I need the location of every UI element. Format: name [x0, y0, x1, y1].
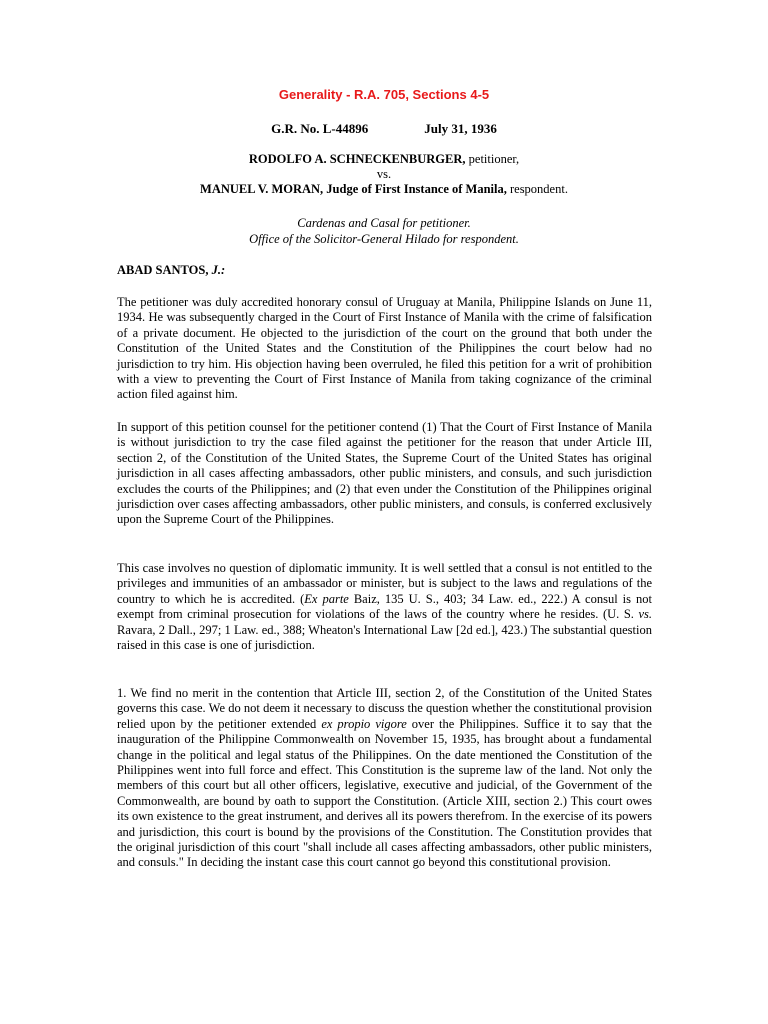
italic-text: Ex parte: [304, 591, 349, 606]
decision-date: July 31, 1936: [424, 121, 497, 136]
petitioner-name: RODOLFO A. SCHNECKENBURGER,: [248, 152, 466, 166]
petitioner-counsel: Cardenas and Casal for petitioner.: [297, 216, 471, 230]
paragraph-text: Ravara, 2 Dall., 297; 1 Law. ed., 388; Wheaton's International Law [2d ed.], 423.) The substantial question raised in this case is one of jurisdiction.: [117, 622, 652, 653]
italic-text: vs.: [638, 607, 652, 622]
respondent-name: MANUEL V. MORAN, Judge of First Instance of Manila,: [200, 182, 507, 196]
paragraph-contentions: In support of this petition counsel for the petitioner contend (1) That the Court of First Instance of Manila is without jurisdiction to try the case filed against the petitioner for the reason that under Article III, section 2, of the Constitution of the United States, the Supreme Court of the United States has original jurisdiction in all cases affecting ambassadors, other public ministers, and consuls, and such jurisdiction excludes the courts of the Philippines; and (2) that even under the Constitution of the Philippines original jurisdiction over cases affecting ambassadors, other public ministers, and consuls, is conferred exclusively upon the Supreme Court of the Philippines.: [117, 420, 652, 527]
petitioner-role: petitioner,: [465, 152, 520, 166]
respondent-role: respondent.: [506, 182, 568, 196]
case-parties: [0, 152, 768, 197]
ponente-suffix: J.:: [211, 263, 226, 277]
ponente-name: ABAD SANTOS,: [117, 263, 212, 277]
document-title: Generality - R.A. 705, Sections 4-5: [278, 87, 490, 102]
paragraph-text: 1. We find no merit in the contention that Article III, section 2, of the Constitution of the United States governs this case. We do not deem it necessary to discuss the question whether the constitutional provision relied upon by the petitioner extended: [117, 686, 652, 731]
petitioner-line: [0, 152, 768, 167]
respondent-counsel: Office of the Solicitor-General Hilado for respondent.: [249, 232, 519, 246]
counsel-block: [0, 215, 768, 247]
ponente: [117, 263, 225, 278]
paragraph-ruling-one: [117, 686, 652, 871]
paragraph-text: Baiz, 135 U. S., 403; 34 Law. ed., 222.) A consul is not exempt from criminal prosecution for violations of the laws of the country where he resides. (U. S.: [117, 591, 652, 622]
paragraph-facts: The petitioner was duly accredited honorary consul of Uruguay at Manila, Philippine Islands on June 11, 1934. He was subsequently charged in the Court of First Instance of Manila with the crime of falsification of a private document. He objected to the jurisdiction of the court on the ground that both under the Constitution of the United States and the Constitution of the Philippines the court below had no jurisdiction to try him. His objection having been overruled, he filed this petition for a writ of prohibition with a view to preventing the Court of First Instance of Manila from taking cognizance of the criminal action filed against him.: [117, 295, 652, 402]
paragraph-text: This case involves no question of diplomatic immunity. It is well settled that a consul is not entitled to the privileges and immunities of an ambassador or minister, but is subject to the laws and regulations of the country to which he is accredited. (: [117, 561, 652, 606]
respondent-line: [0, 182, 768, 197]
paragraph-diplomatic-immunity: [117, 561, 652, 653]
versus-label: vs.: [376, 167, 392, 181]
paragraph-text: over the Philippines. Suffice it to say that the inauguration of the Philippine Commonwealth on November 15, 1935, has brought about a fundamental change in the political and legal status of the Philippines. On the date mentioned the Constitution of the Philippines went into full force and effect. This Constitution is the supreme law of the land. Not only the members of this court but all other officers, legislative, executive and judicial, of the Government of the Commonwealth, are bound by oath to support the Constitution. (Article XIII, section 2.) This court owes its own existence to the great instrument, and derives all its powers therefrom. In the exercise of its powers and jurisdiction, this court is bound by the provisions of the Constitution. The Constitution provides that the original jurisdiction of this court "shall include all cases affecting ambassadors, other public ministers, and consuls." In deciding the instant case this court cannot go beyond this constitutional provision.: [117, 716, 652, 870]
italic-text: ex propio vigore: [321, 716, 407, 731]
case-reference: [0, 121, 768, 137]
gr-number: G.R. No. L-44896: [271, 121, 369, 136]
